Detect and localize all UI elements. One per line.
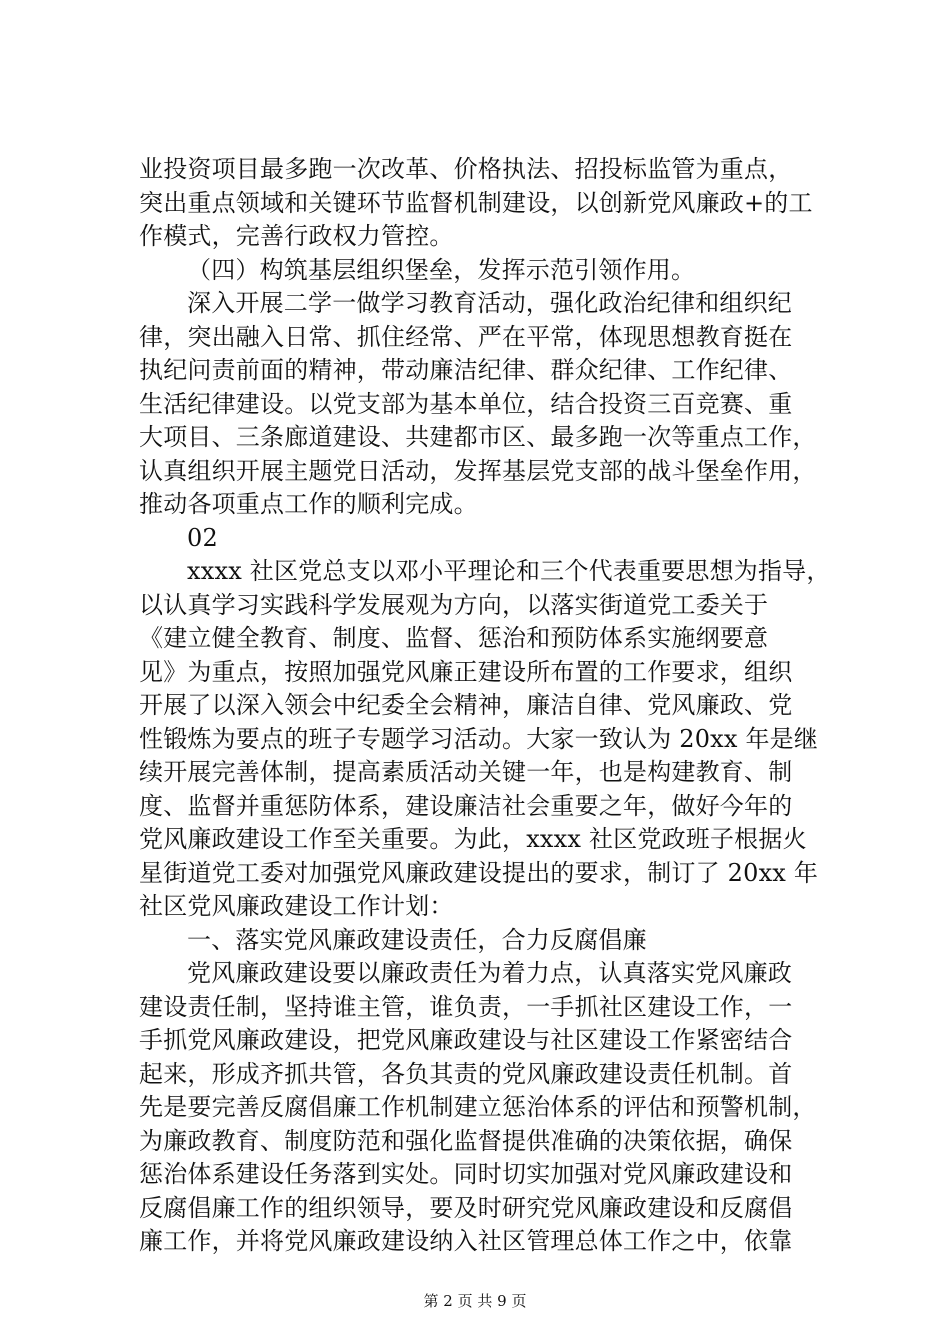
text-line: 起来，形成齐抓共管，各负其责的党风廉政建设责任机制。首 [139,1059,793,1088]
text-line: 大项目、三条廊道建设、共建都市区、最多跑一次等重点工作， [139,423,817,451]
text-line: 党风廉政建设工作至关重要。为此，xxxx 社区党政班子根据火 [139,825,807,853]
page-footer: 第 2 页 共 9 页 [423,1292,527,1310]
text-line: 深入开展二学一做学习教育活动，强化政治纪律和组织纪 [187,289,792,317]
text-line: 以认真学习实践科学发展观为方向，以落实街道党工委关于 [139,590,769,619]
text-line: 一、落实党风廉政建设责任，合力反腐倡廉 [187,925,647,954]
text-line: 社区党风廉政建设工作计划： [139,892,454,920]
text-line: 廉工作，并将党风廉政建设纳入社区管理总体工作之中，依靠 [139,1227,793,1255]
text-line: 手抓党风廉政建设，把党风廉政建设与社区建设工作紧密结合 [139,1026,793,1054]
text-line: 建设责任制，坚持谁主管，谁负责，一手抓社区建设工作，一 [139,992,793,1021]
text-line: 02 [187,523,218,552]
text-line: 执纪问责前面的精神，带动廉洁纪律、群众纪律、工作纪律、 [139,356,793,384]
text-line: 突出重点领域和关键环节监督机制建设，以创新党风廉政+的工 [139,188,813,217]
text-line: 星街道党工委对加强党风廉政建设提出的要求，制订了 20xx 年 [139,858,819,887]
text-line: 性锻炼为要点的班子专题学习活动。大家一致认为 20xx 年是继 [139,724,819,753]
text-line: 作模式，完善行政权力管控。 [139,222,454,250]
text-line: 律，突出融入日常、抓住经常、严在平常，体现思想教育挺在 [139,322,793,351]
text-line: 见》为重点，按照加强党风廉正建设所布置的工作要求，组织 [139,657,793,686]
text-line: 党风廉政建设要以廉政责任为着力点，认真落实党风廉政 [187,959,792,987]
text-line: 开展了以深入领会中纪委全会精神，廉洁自律、党风廉政、党 [139,691,793,719]
text-line: 生活纪律建设。以党支部为基本单位，结合投资三百竞赛、重 [139,389,793,418]
text-line: 续开展完善体制，提高素质活动关键一年，也是构建教育、制 [139,758,793,786]
text-line: 认真组织开展主题党日活动，发挥基层党支部的战斗堡垒作用， [139,456,817,485]
text-line: （四）构筑基层组织堡垒，发挥示范引领作用。 [187,255,696,284]
text-line: 惩治体系建设任务落到实处。同时切实加强对党风廉政建设和 [139,1160,793,1188]
text-line: 为廉政教育、制度防范和强化监督提供准确的决策依据，确保 [139,1126,793,1155]
text-line: 先是要完善反腐倡廉工作机制建立惩治体系的评估和预警机制， [139,1093,817,1121]
text-line: 推动各项重点工作的顺利完成。 [139,490,478,518]
text-line: xxxx 社区党总支以邓小平理论和三个代表重要思想为指导， [187,557,831,585]
text-line: 业投资项目最多跑一次改革、价格执法、招投标监管为重点， [139,155,793,183]
document-body [139,153,839,1259]
text-line: 《建立健全教育、制度、监督、惩治和预防体系实施纲要意 [139,624,769,652]
text-line: 度、监督并重惩防体系，建设廉洁社会重要之年，做好今年的 [139,791,793,820]
text-line: 反腐倡廉工作的组织领导，要及时研究党风廉政建设和反腐倡 [139,1193,793,1222]
